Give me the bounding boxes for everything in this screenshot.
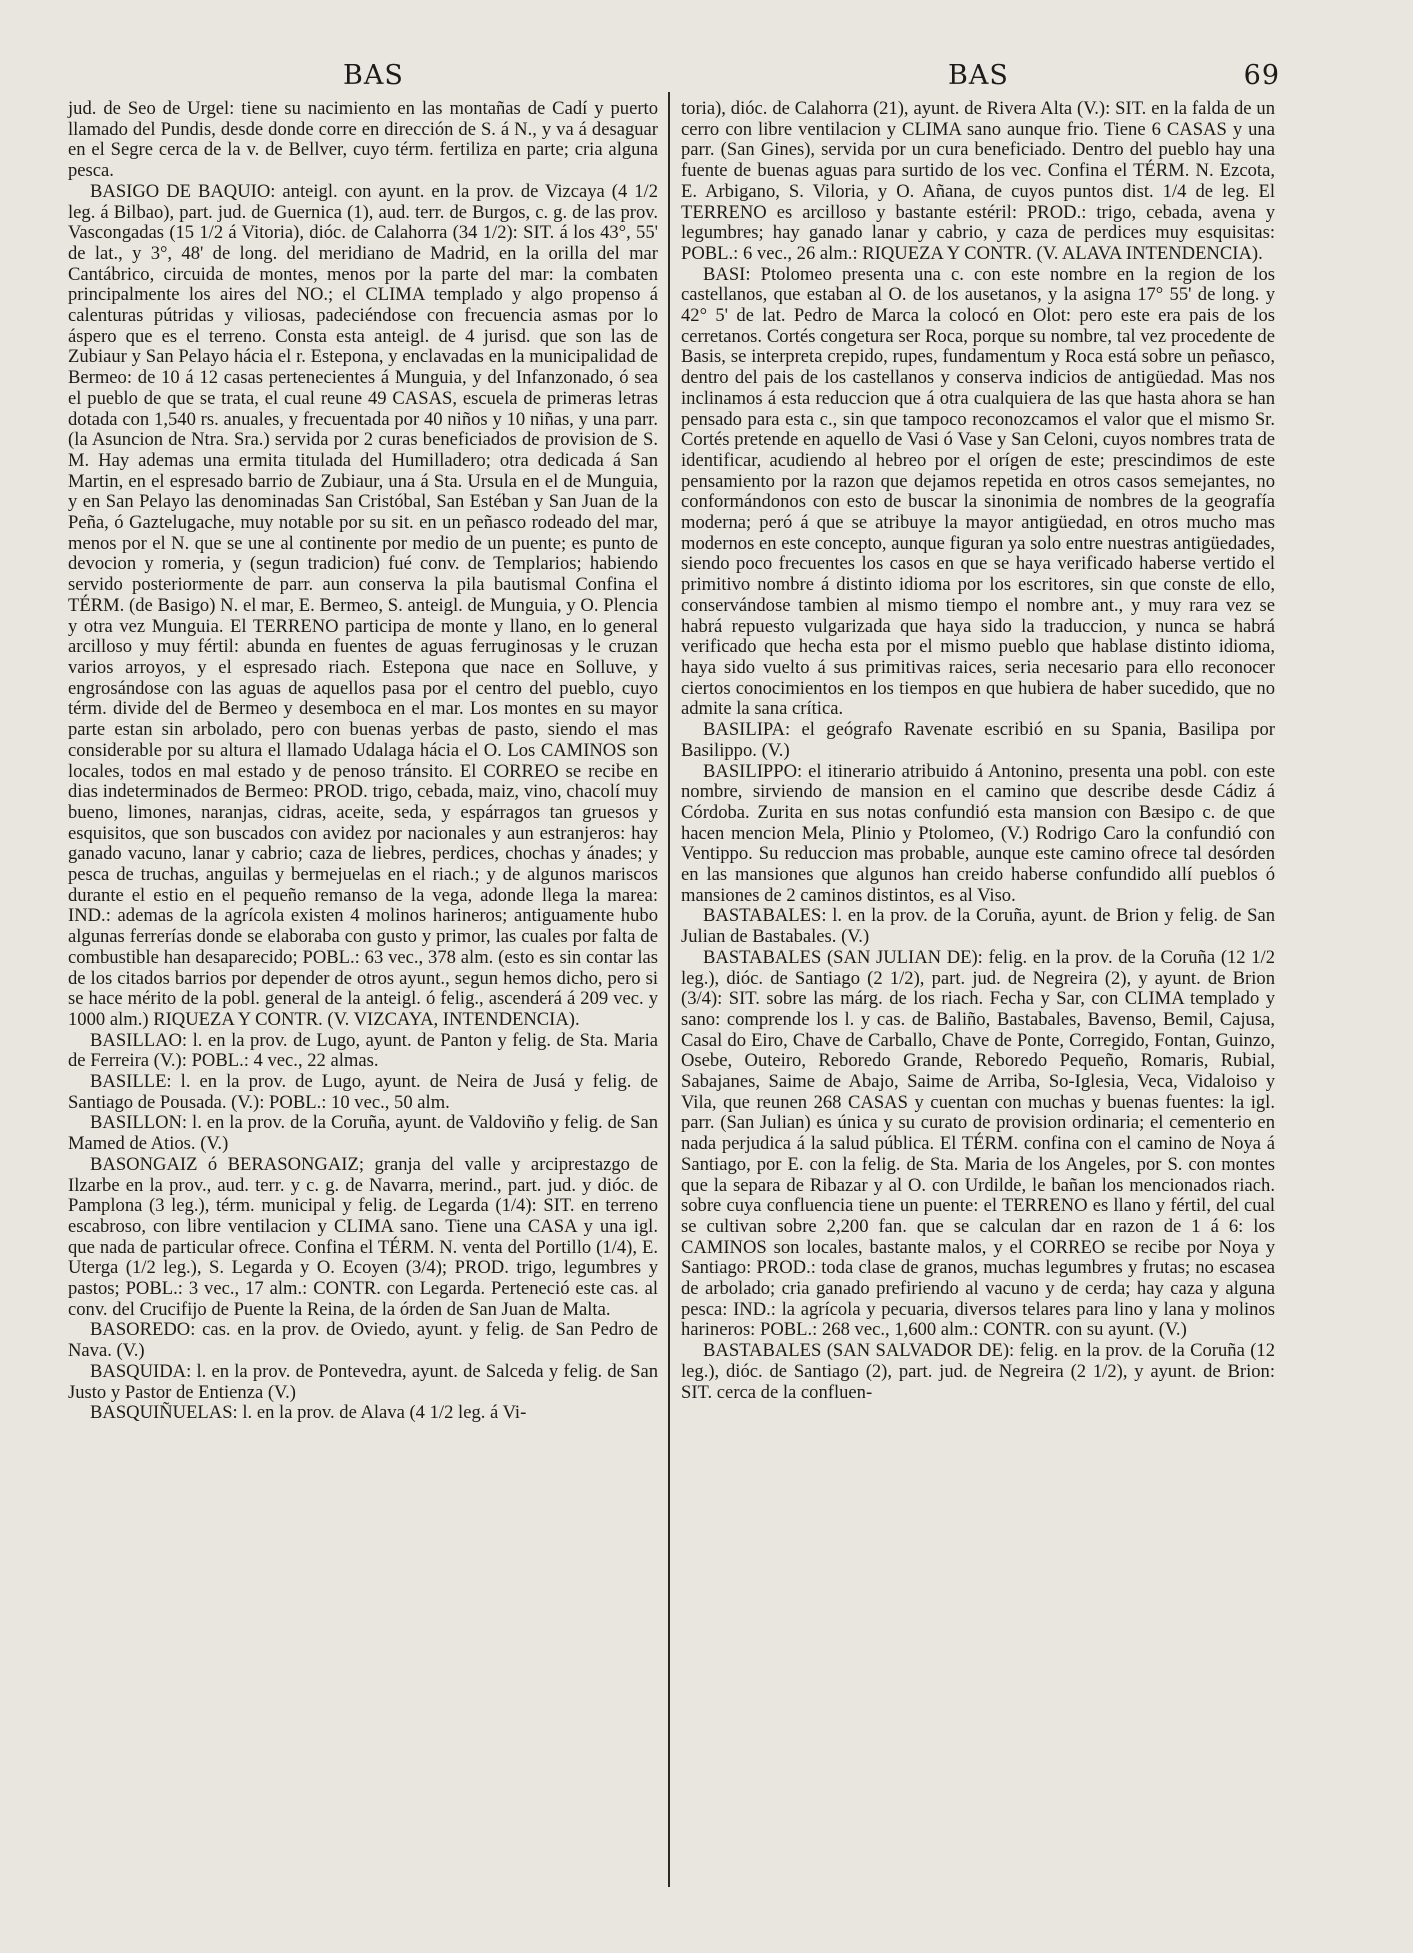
header-left-word: BAS: [343, 60, 404, 91]
entry-paragraph: BASIGO DE BAQUIO: anteigl. con ayunt. en la prov. de Vizcaya (4 1/2 leg. á Bilbao), part. jud. de Guernica (1), aud. terr. de Burgos, c. g. de las prov. Vascongadas (15 1/2 á Vitoria), dióc. de Calahorra (34 1/2): SIT. á los 43°, 55' de lat., y 3°, 48' de long. del meridiano de Madrid, en la orilla del mar Cantábrico, circuida de montes, menos por la parte del mar: la combaten principalmente los aires del NO.; el CLIMA templado y algo propenso á calenturas pútridas y viliosas, padeciéndose con frecuencia asmas por lo áspero que es el terreno. Consta esta anteigl. de 4 jurisd. que son las de Zubiaur y San Pelayo hácia el r. Estepona, y enclavadas en la municipalidad de Bermeo: de 10 á 12 casas pertenecientes á Munguia, y del Infanzonado, ó sea el pueblo de que se trata, el cual reune 49 CASAS, escuela de primeras letras dotada con 1,540 rs. anuales, y frecuentada por 40 niños y 10 niñas, y una parr. (la Asuncion de Ntra. Sra.) servida por 2 curas beneficiados de provision de S. M. Hay ademas una ermita titulada del Humilladero; otra dedicada á San Martin, en el espresado barrio de Zubiaur, una á Sta. Ursula en el de Munguia, y en San Pelayo las denominadas San Cristóbal, San Estéban y San Juan de la Peña, ó Gaztelugache, muy notable por su sit. en un peñasco rodeado del mar, menos por el N. que se une al continente por medio de un puente; es punto de devocion y romeria, y (segun tradicion) fué conv. de Templarios; habiendo servido posteriormente de parr. aun conserva la pila bautismal Confina el TÉRM. (de Basigo) N. el mar, E. Bermeo, S. anteigl. de Munguia, y O. Plencia y otra vez Munguia. El TERRENO participa de monte y llano, en lo general arcilloso y muy fértil: abunda en fuentes de aguas ferruginosas y le cruzan varios arroyos, y el espresado riach. Estepona que nace en Solluve, y engrosándose con las aguas de aquellos pasa por el centro del pueblo, cuyo térm. divide del de Bermeo y desemboca en el mar. Los montes en su mayor parte estan sin arbolado, pero con buenas yerbas de pasto, siendo el mas considerable por su altura el llamado Udalaga hácia el O. Los CAMINOS son locales, todos en mal estado y de penoso tránsito. El CORREO se recibe en dias indeterminados de Bermeo: PROD. trigo, cebada, maiz, vino, chacolí muy bueno, limones, naranjas, cidras, aceite, seda, y espárragos tan gruesos y esquisitos, que son buscados con avidez por nacionales y aun estranjeros: hay ganado vacuno, lanar y cabrio; caza de liebres, perdices, chochas y ánades; y pesca de truchas, anguilas y bermejuelas en el riach.; y de algunos mariscos durante el estio en el pequeño remanso de la vega, adonde llega la marea: IND.: ademas de la agrícola existen 4 molinos harineros; antiguamente hubo algunas ferrerías donde se elaboraba con gusto y primor, las cuales por falta de combustible han desaparecido; POBL.: 63 vec., 378 alm. (esto es sin contar las de los citados barrios por depender de otros ayunt., segun hemos dicho, pero si se hace mérito de la pobl. general de la anteigl. ó felig., ascenderá á 209 vec. y 1000 alm.) RIQUEZA Y CONTR. (V. VIZCAYA, INTENDENCIA).: [68, 180, 658, 1030]
entry-paragraph: BASTABALES (SAN SALVADOR DE): felig. en la prov. de la Coruña (12 leg.), dióc. de Santiago (2), part. jud. de Negreira (2 1/2), y ayunt. de Brion: SIT. cerca de la confluen-: [681, 1340, 1275, 1403]
entry-paragraph: BASILLAO: l. en la prov. de Lugo, ayunt. de Panton y felig. de Sta. Maria de Ferreira (V.): POBL.: 4 vec., 22 almas.: [68, 1029, 658, 1072]
entry-paragraph: BASILIPA: el geógrafo Ravenate escribió en su Spania, Basilipa por Basilippo. (V.): [681, 719, 1275, 761]
entry-paragraph: toria), dióc. de Calahorra (21), ayunt. de Rivera Alta (V.): SIT. en la falda de un cerro con libre ventilacion y CLIMA sano aunque frio. Tiene 6 CASAS y una parr. (San Gines), servida por un cura beneficiado. Dentro del pueblo hay una fuente de buenas aguas para surtido de los vec. Confina el TÉRM. N. Ezcota, E. Arbigano, S. Viloria, y O. Añana, de cuyos puntos dist. 1/4 de leg. El TERRENO es arcilloso y bastante estéril: PROD.: trigo, cebada, avena y legumbres; hay ganado lanar y cabrio, y caza de perdices muy esquisitas: POBL.: 6 vec., 26 alm.: RIQUEZA Y CONTR. (V. ALAVA INTENDENCIA).: [681, 98, 1275, 264]
entry-paragraph: BASI: Ptolomeo presenta una c. con este nombre en la region de los castellanos, que estaban al O. de los ausetanos, y la asigna 17° 55' de long. y 42° 5' de lat. Pedro de Marca la colocó en Olot: pero este era pais de los cerretanos. Cortés congetura ser Roca, porque su nombre, tal vez procedente de Basis, se interpreta crepido, rupes, fundamentum y Roca está sobre un peñasco, dentro del pais de los castellanos y conserva indicios de antigüedad. Mas nos inclinamos á esta reduccion que á otra cualquiera de las que hasta ahora se han pensado para esta c., sin que tampoco reconozcamos el valor que el mismo Sr. Cortés pretende en aquello de Vasi ó Vase y San Celoni, cuyos nombres trata de identificar, acudiendo al hebreo por el orígen de este; prescindimos de este pensamiento por la razon que dejamos repetida en otros casos semejantes, no conformándonos con esto de buscar la sinonimia de nombres de la geografía moderna; peró á que se atribuye la mayor antigüedad, en otros mucho mas modernos en este concepto, aunque figuran ya solo entre nuestras antigüedades, siendo poco frecuentes los casos en que se haya verificado haberse vertido el primitivo nombre á distinto idioma por los escritores, sin que conste de ello, conservándose tambien al mismo tiempo el nombre ant., y muy rara vez se habrá repuesto vulgarizada que haya sido la traduccion, y nunca se habrá verificado que hecha esta por el mismo pueblo que hablase distinto idioma, haya sido vuelto á sus primitivas raices, seria necesario para ello reconocer ciertos conocimientos en los tiempos en que hubiera de haber sucedido, que no admite la sana crítica.: [681, 263, 1275, 720]
page-number: 69: [1243, 60, 1280, 91]
right-column: [681, 99, 1275, 1403]
entry-paragraph: BASILIPPO: el itinerario atribuido á Antonino, presenta una pobl. con este nombre, sirviendo de mansion en el camino que describe desde Cádiz á Córdoba. Zurita en sus notas confundió esta mansion con Bæsipo c. de que hacen mencion Mela, Plinio y Ptolomeo, (V.) Rodrigo Caro la confundió con Ventippo. Su reduccion mas probable, aunque este camino ofrece tal desórden en las mansiones que algunos han creido haberse confundido allí pueblos ó mansiones de 2 caminos distintos, es al Viso.: [681, 760, 1275, 906]
running-header: [68, 60, 1280, 100]
column-divider: [668, 92, 670, 1887]
left-column: [68, 99, 658, 1424]
entry-paragraph: BASOREDO: cas. en la prov. de Oviedo, ayunt. y felig. de San Pedro de Nava. (V.): [68, 1319, 658, 1362]
entry-paragraph: BASILLON: l. en la prov. de la Coruña, ayunt. de Valdoviño y felig. de San Mamed de Atios. (V.): [68, 1112, 658, 1155]
entry-paragraph: BASTABALES: l. en la prov. de la Coruña, ayunt. de Brion y felig. de San Julian de Bastabales. (V.): [681, 905, 1275, 948]
entry-paragraph: BASTABALES (SAN JULIAN DE): felig. en la prov. de la Coruña (12 1/2 leg.), dióc. de Santiago (2 1/2), part. jud. de Negreira (2), y ayunt. de Brion (3/4): SIT. sobre las márg. de los riach. Fecha y Sar, con CLIMA templado y sano: comprende los l. y cas. de Baliño, Bastabales, Bavenso, Bemil, Cajusa, Casal do Eiro, Chave de Carballo, Chave de Ponte, Corregido, Fontan, Guinzo, Osebe, Outeiro, Reboredo Grande, Reboredo Pequeño, Romaris, Rubial, Sabajanes, Saime de Abajo, Saime de Arriba, So-Iglesia, Veca, Vidaloiso y Vila, que reunen 268 CASAS y cuentan con muchas y buenas fuentes: la igl. parr. (San Julian) es única y su curato de provision ordinaria; el cementerio en nada perjudica á la salud pública. El TÉRM. confina con el camino de Noya á Santiago, por E. con la felig. de Sta. Maria de los Angeles, por S. con montes que la separa de Ribazar y al O. con Urdilde, le bañan los mencionados riach. sobre cuya confluencia tiene un puente: el TERRENO es llano y fértil, del cual se cultivan sobre 2,200 fan. que se calculan dar en razon de 1 á 6: los CAMINOS son locales, bastante malos, y el CORREO se recibe por Noya y Santiago: PROD.: toda clase de granos, muchas legumbres y frutas; no escasea de arbolado; cria ganado prefiriendo al vacuno y de cerda; hay caza y alguna pesca: IND.: la agrícola y pecuaria, diversos telares para lino y lana y molinos harineros: POBL.: 268 vec., 1,600 alm.: CONTR. con su ayunt. (V.): [681, 946, 1275, 1341]
entry-paragraph: jud. de Seo de Urgel: tiene su nacimiento en las montañas de Cadí y puerto llamado del Pundis, desde donde corre en dirección de S. á N., y va á desaguar en el Segre cerca de la v. de Bellver, cuyo térm. fertiliza en parte; cria alguna pesca.: [68, 98, 658, 182]
entry-paragraph: BASILLE: l. en la prov. de Lugo, ayunt. de Neira de Jusá y felig. de Santiago de Pousada. (V.): POBL.: 10 vec., 50 alm.: [68, 1071, 658, 1113]
header-right-word: BAS: [948, 60, 1009, 91]
entry-paragraph: BASQUIÑUELAS: l. en la prov. de Alava (4 1/2 leg. á Vi-: [90, 1402, 527, 1424]
entry-paragraph: BASQUIDA: l. en la prov. de Pontevedra, ayunt. de Salceda y felig. de San Justo y Pastor de Entienza (V.): [68, 1360, 658, 1403]
entry-paragraph: BASONGAIZ ó BERASONGAIZ; granja del valle y arciprestazgo de Ilzarbe en la prov., aud. terr. y c. g. de Navarra, merind., part. jud. y dióc. de Pamplona (3 leg.), térm. municipal y felig. de Legarda (1/4): SIT. en terreno escabroso, con libre ventilacion y CLIMA sano. Tiene una CASA y una igl. que nada de particular ofrece. Confina el TÉRM. N. venta del Portillo (1/4), E. Uterga (1/2 leg.), S. Legarda y O. Ecoyen (3/4); PROD. trigo, legumbres y pastos; POBL.: 3 vec., 17 alm.: CONTR. con Legarda. Perteneció este cas. al conv. del Crucifijo de Puente la Reina, de la órden de San Juan de Malta.: [68, 1153, 658, 1320]
